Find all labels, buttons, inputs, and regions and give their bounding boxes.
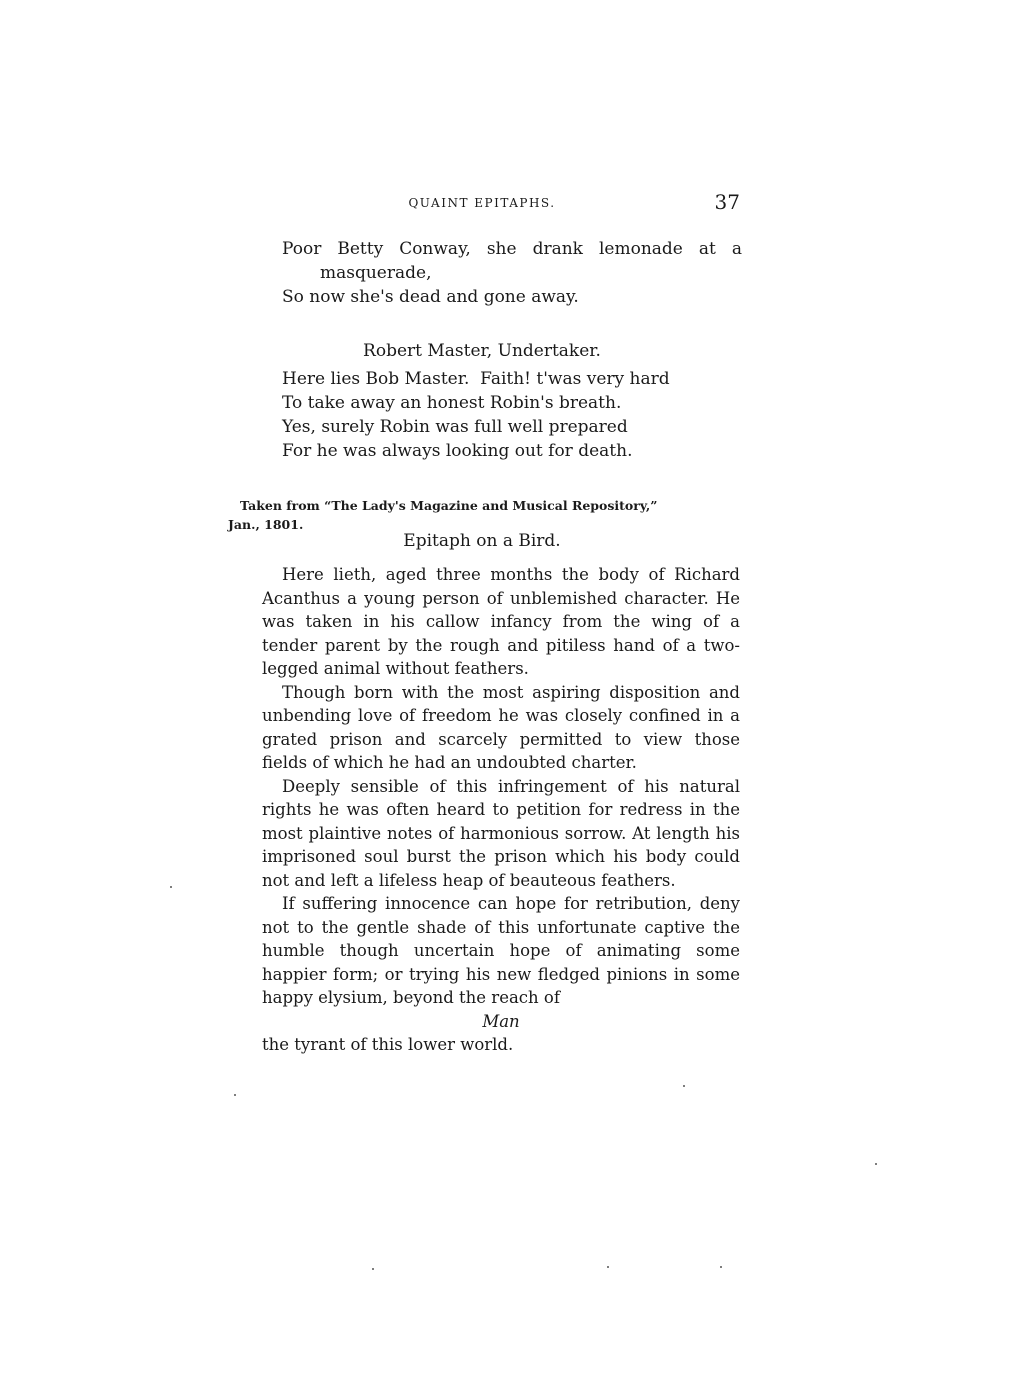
print-speck <box>875 1163 877 1165</box>
source-note-date: Jan., 1801. <box>228 517 304 532</box>
prose-paragraph: Though born with the most aspiring disposition and unbending love of freedom he was closely confined in a grated prison and scarcely permitted to view those fields of which he had an undoubted charter. <box>262 682 740 772</box>
source-note-line: Taken from “The Lady's Magazine and Musical Repository,” <box>240 498 658 513</box>
epitaph-bird-text <box>262 563 740 1057</box>
prose-paragraph: If suffering innocence can hope for retribution, deny not to the gentle shade of this unfortunate captive the humble though uncertain hope of animating some happier form; or trying his new fledged pinions in some happy elysium, beyond the reach of <box>262 894 740 1007</box>
poem-line: For he was always looking out for death. <box>282 441 633 461</box>
running-head <box>262 192 740 216</box>
print-speck <box>607 1266 609 1268</box>
print-speck <box>720 1266 722 1268</box>
source-note <box>228 496 743 534</box>
poem-line: Yes, surely Robin was full well prepared <box>282 417 628 437</box>
epitaph-heading-robert-master: Robert Master, Undertaker. <box>363 341 601 361</box>
closing-line: the tyrant of this lower world. <box>262 1035 514 1054</box>
prose-paragraph: Here lieth, aged three months the body of Richard Acanthus a young person of unblemished character. He was taken in his callow infancy from the wing of a tender parent by the rough and pitiless hand of a two-legged animal without feathers. <box>262 565 740 678</box>
prose-paragraph: Deeply sensible of this infringement of his natural rights he was often heard to petition for redress in the most plaintive notes of harmonious sorrow. At length his imprisoned soul burst the prison which his body could not and left a lifeless heap of beauteous feathers. <box>262 776 740 890</box>
page-number: 37 <box>714 190 740 214</box>
poem-robert-master <box>282 367 670 463</box>
poem-line: To take away an honest Robin's breath. <box>282 393 622 413</box>
print-speck <box>683 1085 685 1087</box>
print-speck <box>234 1094 236 1096</box>
poem-line: masquerade, <box>320 263 432 283</box>
epitaph-heading-bird: Epitaph on a Bird. <box>403 531 561 551</box>
poem-line: So now she's dead and gone away. <box>282 287 579 307</box>
poem-line: Here lies Bob Master. Faith! t'was very hard <box>282 369 670 389</box>
man-word: Man <box>482 1011 520 1031</box>
poem-line: Poor Betty Conway, she drank lemonade at a <box>282 239 742 259</box>
running-title: QUAINT EPITAPHS. <box>408 196 556 210</box>
poem-betty-conway <box>282 237 742 309</box>
print-speck <box>372 1268 374 1270</box>
print-speck <box>170 886 172 888</box>
